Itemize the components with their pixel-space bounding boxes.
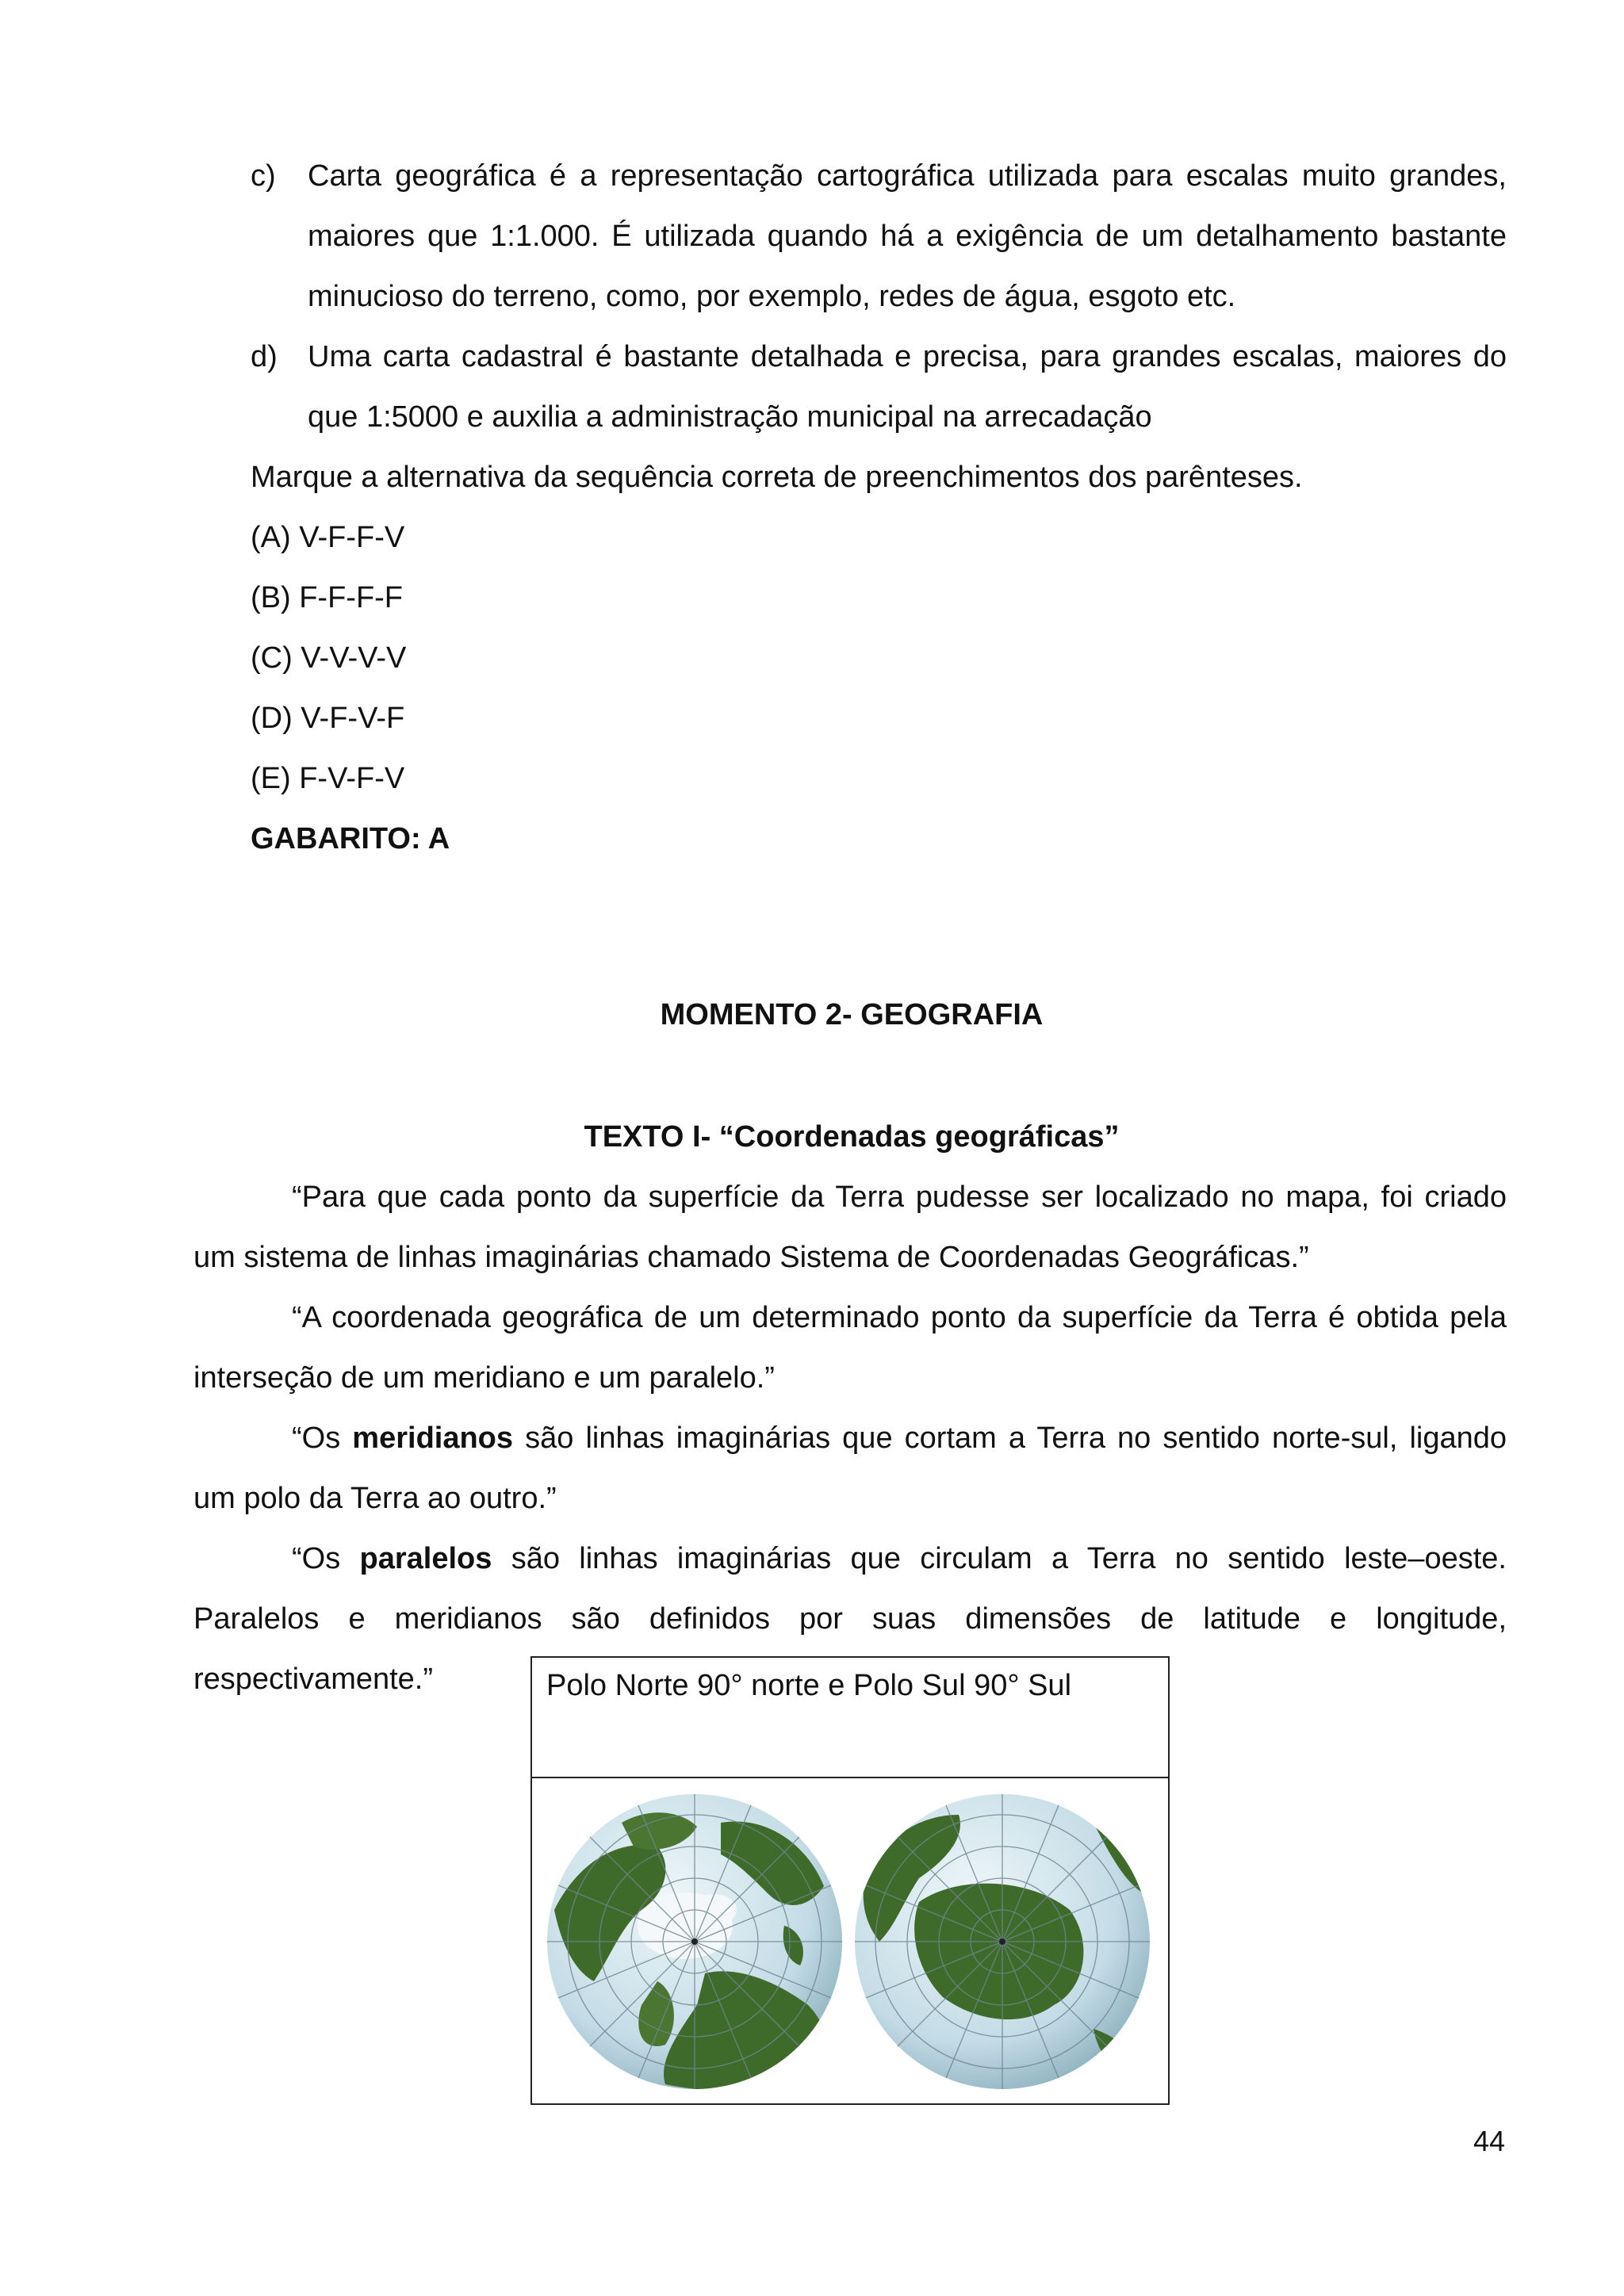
paragraph-text: “A coordenada geográfica de um determinado ponto da superfície da Terra é obtida pela interseção de um meridiano e um paralelo.” [193,1301,1507,1395]
figure-divider [532,1777,1168,1778]
statement-label: d) [251,340,278,373]
statement-label: c) [251,159,276,193]
figure-caption: Polo Norte 90° norte e Polo Sul 90° Sul [546,1669,1072,1702]
paragraph-text: “Os [292,1542,360,1575]
statement-text: Uma carta cadastral é bastante detalhada e precisa, para grandes escalas, maiores do que 1:5000 e auxilia a administração municipal na arrecadação [308,340,1507,434]
option-a: (A) V-F-F-V [251,521,405,554]
option-d: (D) V-F-V-F [251,702,405,735]
paragraph-text: “Os [292,1422,353,1455]
south-pole-globe [855,1794,1150,2092]
term-paralelos: paralelos [359,1542,492,1575]
paragraph [193,1288,1507,1408]
option-c: (C) V-V-V-V [251,641,407,675]
paragraph [193,1167,1507,1288]
statement-d [251,327,1507,447]
option-e: (E) F-V-F-V [251,762,405,795]
section-title: MOMENTO 2- GEOGRAFIA [660,998,1044,1031]
page-number: 44 [1473,2125,1506,2157]
answer-key: GABARITO: A [251,822,450,855]
paragraph-text: são linhas imaginárias que cortam a Terra no sentido norte-sul, ligando um polo da Terra ao outro.” [193,1422,1507,1515]
paragraph-text: “Para que cada ponto da superfície da Terra pudesse ser localizado no mapa, foi criado um sistema de linhas imaginárias chamado Sistema de Coordenadas Geográficas.” [193,1181,1507,1274]
option-b: (B) F-F-F-F [251,581,404,614]
polar-globes-figure [530,1656,1170,2105]
statement-c [251,146,1507,327]
question-instruction: Marque a alternativa da sequência correta de preenchimentos dos parênteses. [251,461,1303,494]
globes-illustration [546,1791,1157,2100]
north-pole-globe [547,1794,842,2091]
statement-text: Carta geográfica é a representação cartográfica utilizada para escalas muito grandes, maiores que 1:1.000. É utilizada quando há a exigência de um detalhamento bastante minucioso do terreno, como, por exemplo, redes de água, esgoto etc. [308,159,1507,313]
paragraph-text: são linhas imaginárias que circulam a Terra no sentido leste–oeste. Paralelos e meridianos são definidos por suas dimensões de latitude e longitude, respectivamente.” [193,1542,1507,1696]
term-meridianos: meridianos [352,1422,514,1455]
text-title: TEXTO I- “Coordenadas geográficas” [584,1120,1120,1154]
paragraph [193,1408,1507,1529]
